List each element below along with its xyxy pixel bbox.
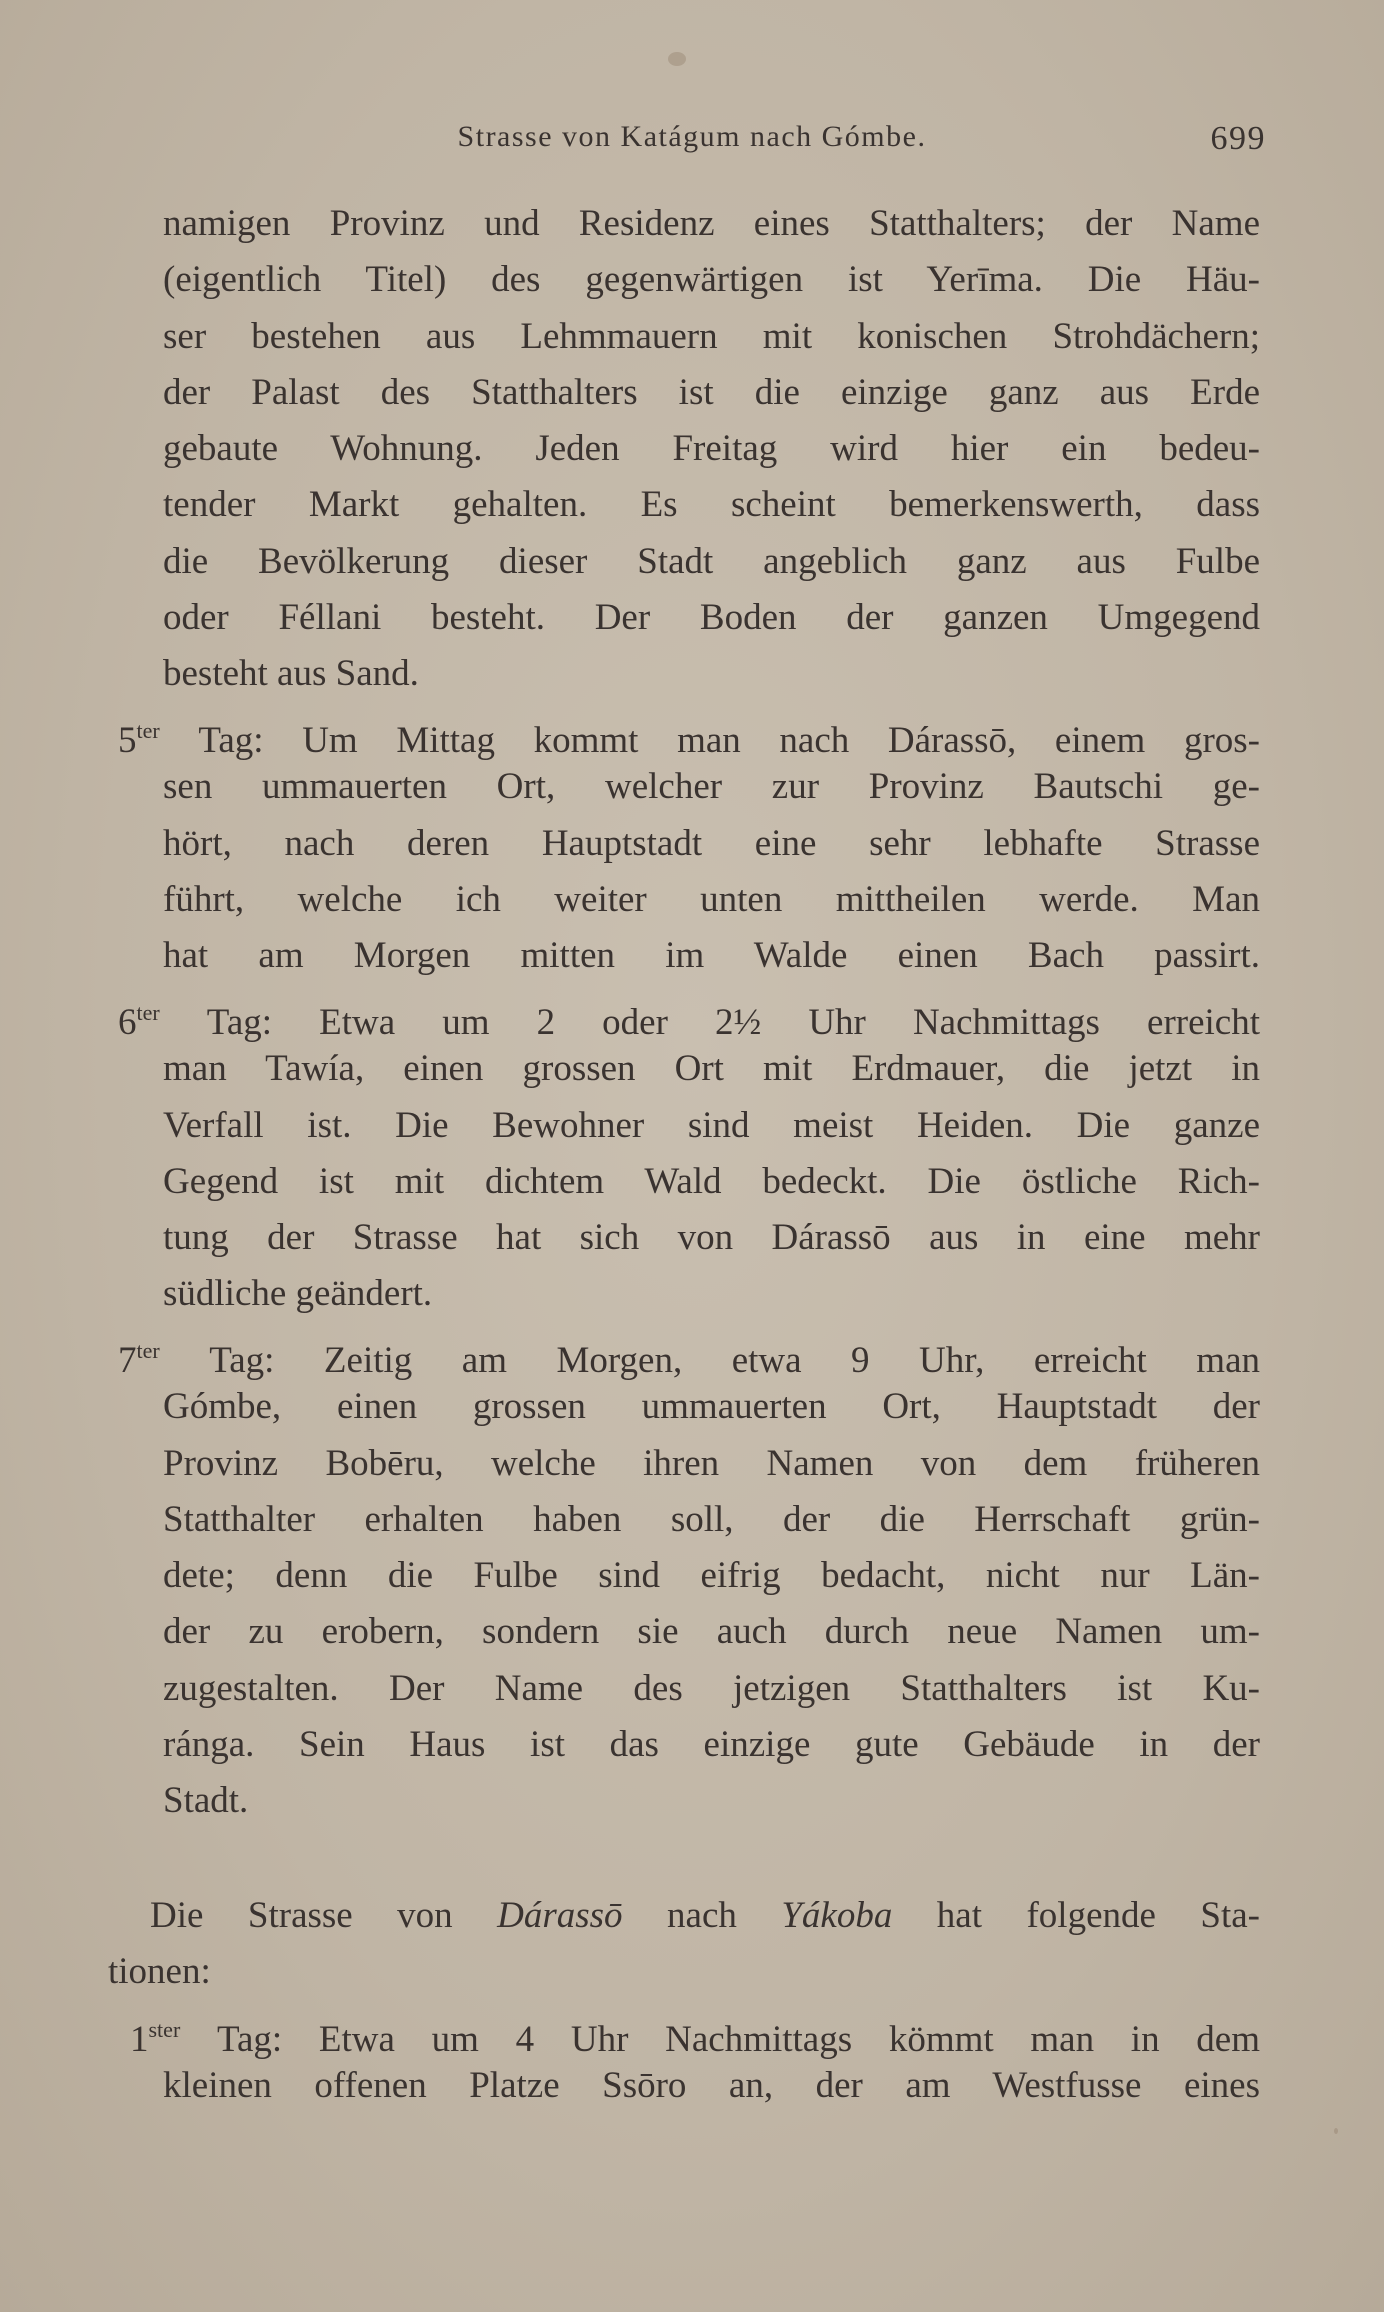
- text-line: Tag: Etwa um 4 Uhr Nachmittags kömmt man in dem: [216, 2019, 1261, 2060]
- ordinal-suffix: ter: [136, 718, 160, 743]
- day-heading-line: [0, 703, 1384, 759]
- route-middle: nach: [622, 1895, 782, 1936]
- text-line: hat am Morgen mitten im Walde einen Bach passirt.: [163, 935, 1260, 977]
- route-destination: Yákoba: [781, 1895, 893, 1936]
- text-line: Verfall ist. Die Bewohner sind meist Heiden. Die ganze: [163, 1104, 1260, 1146]
- text-line: der Palast des Statthalters ist die einzige ganz aus Erde: [163, 371, 1260, 413]
- text-line: sen ummauerten Ort, welcher zur Provinz Bautschi ge-: [163, 766, 1260, 808]
- text-line: kleinen offenen Platze Ssōro an, der am Westfusse eines: [163, 2065, 1260, 2107]
- text-line: Stadt.: [163, 1780, 249, 1822]
- text-line: Gómbe, einen grossen ummauerten Ort, Hauptstadt der: [163, 1386, 1260, 1428]
- paper-stain: [1334, 2128, 1338, 2134]
- text-line: besteht aus Sand.: [163, 653, 419, 695]
- day-entry-6: [0, 985, 1384, 1323]
- text-line: Provinz Bobēru, welche ihren Namen von dem früheren: [163, 1442, 1260, 1484]
- ordinal-suffix: ster: [148, 2017, 181, 2042]
- page-number: 699: [1210, 120, 1266, 157]
- day-entry-5: [0, 703, 1384, 984]
- text-line: dete; denn die Fulbe sind eifrig bedacht, nicht nur Län-: [163, 1555, 1260, 1597]
- route-origin: Dárassō: [497, 1895, 623, 1936]
- route-paragraph: [0, 1888, 1384, 2001]
- paragraph-intro: [0, 196, 1384, 703]
- day-heading-line: [0, 985, 1384, 1041]
- text-line: oder Féllani besteht. Der Boden der ganzen Umgegend: [163, 597, 1260, 639]
- text-line: tung der Strasse hat sich von Dárassō aus in eine mehr: [163, 1217, 1260, 1259]
- text-line: namigen Provinz und Residenz eines Statthalters; der Name: [163, 203, 1260, 244]
- text-line: die Bevölkerung dieser Stadt angeblich ganz aus Fulbe: [163, 540, 1260, 582]
- day-heading-line: [0, 1323, 1384, 1379]
- day-number: 1: [130, 2019, 149, 2060]
- text-line: ránga. Sein Haus ist das einzige gute Gebäude in der: [163, 1724, 1260, 1766]
- route-heading-line: [0, 1888, 1384, 1944]
- text-line: zugestalten. Der Name des jetzigen Statthalters ist Ku-: [163, 1667, 1260, 1709]
- text-line: hört, nach deren Hauptstadt eine sehr lebhafte Strasse: [163, 822, 1260, 864]
- running-head: [0, 120, 1384, 170]
- day-entry-7: [0, 1323, 1384, 1830]
- text-line: Tag: Etwa um 2 oder 2½ Uhr Nachmittags erreicht: [206, 1002, 1260, 1043]
- text-line: Tag: Um Mittag kommt man nach Dárassō, einem gros-: [198, 720, 1261, 761]
- text-line: gebaute Wohnung. Jeden Freitag wird hier ein bedeu-: [163, 428, 1260, 470]
- text-line: südliche geändert.: [163, 1273, 433, 1315]
- day-heading-line: [0, 2002, 1384, 2058]
- paper-stain: [668, 52, 686, 66]
- day-number: 5: [118, 720, 137, 761]
- text-line: Tag: Zeitig am Morgen, etwa 9 Uhr, erreicht man: [209, 1340, 1260, 1381]
- text-line: tionen:: [108, 1951, 211, 1993]
- text-line: ser bestehen aus Lehmmauern mit konischen Strohdächern;: [163, 315, 1260, 357]
- route-prefix: Die Strasse von: [150, 1895, 498, 1936]
- text-line: man Tawía, einen grossen Ort mit Erdmauer, die jetzt in: [163, 1048, 1260, 1090]
- day-number: 6: [118, 1002, 137, 1043]
- text-line: (eigentlich Titel) des gegenwärtigen ist Yerīma. Die Häu-: [163, 259, 1260, 301]
- text-line: tender Markt gehalten. Es scheint bemerkenswerth, dass: [163, 484, 1260, 526]
- day-number: 7: [118, 1340, 137, 1381]
- text-line: der zu erobern, sondern sie auch durch neue Namen um-: [163, 1611, 1260, 1653]
- route-suffix: hat folgende Sta-: [892, 1895, 1260, 1936]
- text-line: Gegend ist mit dichtem Wald bedeckt. Die östliche Rich-: [163, 1160, 1260, 1202]
- ordinal-suffix: ter: [136, 1338, 160, 1363]
- running-title: Strasse von Katágum nach Gómbe.: [457, 120, 927, 153]
- text-line: Statthalter erhalten haben soll, der die Herrschaft grün-: [163, 1498, 1260, 1540]
- text-line: führt, welche ich weiter unten mittheilen werde. Man: [163, 878, 1260, 920]
- ordinal-suffix: ter: [136, 1000, 160, 1025]
- day-entry-1: [0, 2002, 1384, 2115]
